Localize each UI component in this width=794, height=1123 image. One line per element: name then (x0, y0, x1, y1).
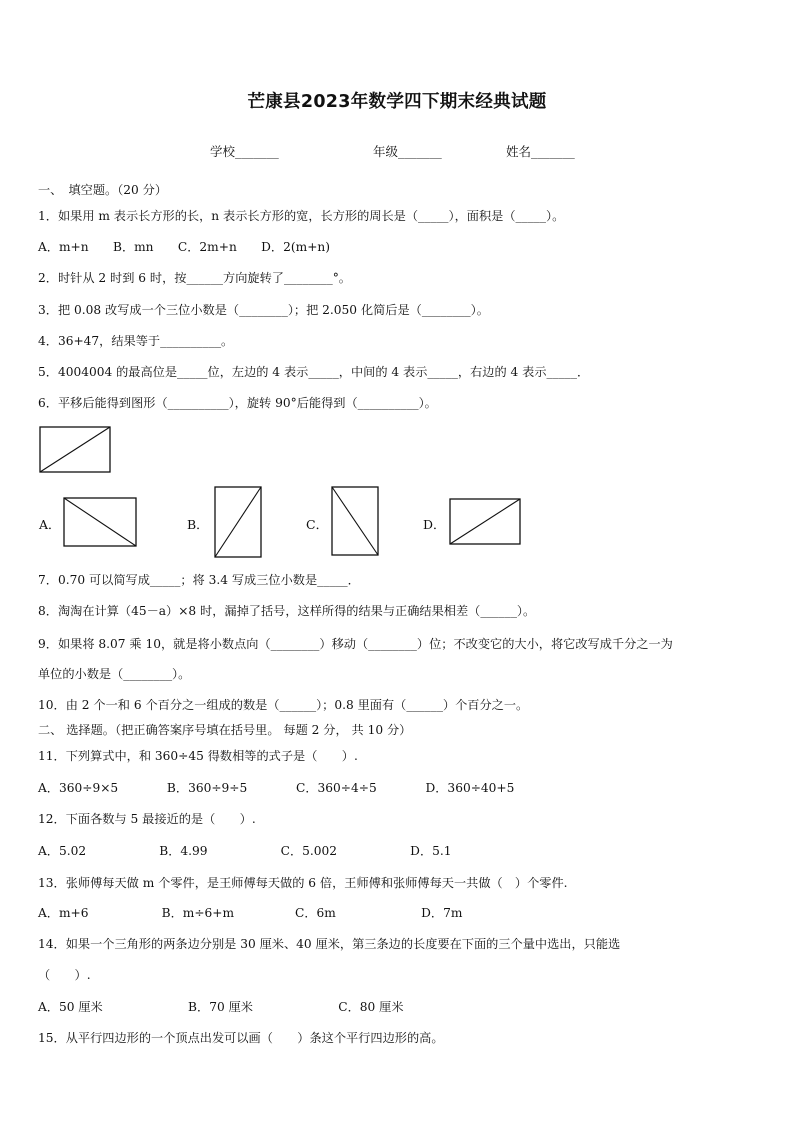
figure-option-d-label: D． (423, 517, 446, 532)
question-9: 9．如果将 8.07 乘 10，就是将小数点向（________）移动（________）位；不改变它的大小，将它改写成千分之一为 (38, 637, 673, 651)
question-4: 4．36+47，结果等于__________。 (38, 334, 234, 348)
page-title: 芒康县2023年数学四下期末经典试题 (247, 92, 547, 112)
grade-field: 年级_______ (373, 144, 442, 159)
figure-option-d (449, 498, 522, 546)
name-field: 姓名_______ (506, 144, 575, 159)
figure-option-c (331, 486, 380, 557)
question-12-options: A．5.02 B．4.99 C．5.002 D．5.1 (38, 844, 452, 858)
question-13-options: A．m+6 B．m÷6+m C．6m D．7m (38, 906, 463, 920)
figure-option-a-label: A． (39, 517, 61, 532)
question-2: 2．时针从 2 时到 6 时，按______方向旋转了________°。 (38, 271, 351, 285)
question-5: 5．4004004 的最高位是_____位，左边的 4 表示_____，中间的 4 表示_____，右边的 4 表示_____． (38, 365, 590, 379)
question-14: 14．如果一个三角形的两条边分别是 30 厘米、40 厘米，第三条边的长度要在下面的三个量中选出，只能选 (38, 937, 621, 951)
question-14-options: A．50 厘米 B．70 厘米 C．80 厘米 (38, 1000, 404, 1014)
question-1-options: A．m+n B．mn C．2m+n D．2(m+n) (38, 240, 331, 254)
reference-rectangle-figure (39, 426, 112, 474)
question-8: 8．淘淘在计算（45－a）×8 时，漏掉了括号，这样所得的结果与正确结果相差（______）。 (38, 604, 536, 618)
question-12: 12．下面各数与 5 最接近的是（ ）. (38, 812, 256, 826)
question-3: 3．把 0.08 改写成一个三位小数是（________）；把 2.050 化简后是（________）。 (38, 303, 489, 317)
question-1: 1．如果用 m 表示长方形的长，n 表示长方形的宽，长方形的周长是（_____），面积是（_____）。 (38, 209, 565, 223)
figure-option-b (214, 486, 263, 559)
question-6: 6．平移后能得到图形（__________），旋转 90°后能得到（__________）。 (38, 396, 437, 410)
question-9-continued: 单位的小数是（________）。 (38, 667, 191, 681)
section-heading: 二、 选择题。（把正确答案序号填在括号里。 每题 2 分， 共 10 分） (38, 723, 412, 737)
question-11: 11．下列算式中，和 360÷45 得数相等的式子是（ ）. (38, 749, 358, 763)
figure-option-a (63, 497, 138, 548)
question-15: 15．从平行四边形的一个顶点出发可以画（ ）条这个平行四边形的高。 (38, 1031, 444, 1045)
question-10: 10．由 2 个一和 6 个百分之一组成的数是（______）；0.8 里面有（______）个百分之一。 (38, 698, 529, 712)
school-field: 学校_______ (210, 144, 279, 159)
question-11-options: A．360÷9×5 B．360÷9÷5 C．360÷4÷5 D．360÷40+5 (38, 781, 515, 795)
question-13: 13．张师傅每天做 m 个零件，是王师傅每天做的 6 倍，王师傅和张师傅每天一共做（ ）个零件. (38, 876, 568, 890)
question-14-continued: （ ）. (38, 968, 91, 982)
section-heading: 一、 填空题。（20 分） (38, 183, 168, 197)
question-7: 7．0.70 可以简写成_____；将 3.4 写成三位小数是_____． (38, 573, 360, 587)
figure-option-b-label: B． (187, 517, 209, 532)
figure-option-c-label: C． (306, 517, 329, 532)
